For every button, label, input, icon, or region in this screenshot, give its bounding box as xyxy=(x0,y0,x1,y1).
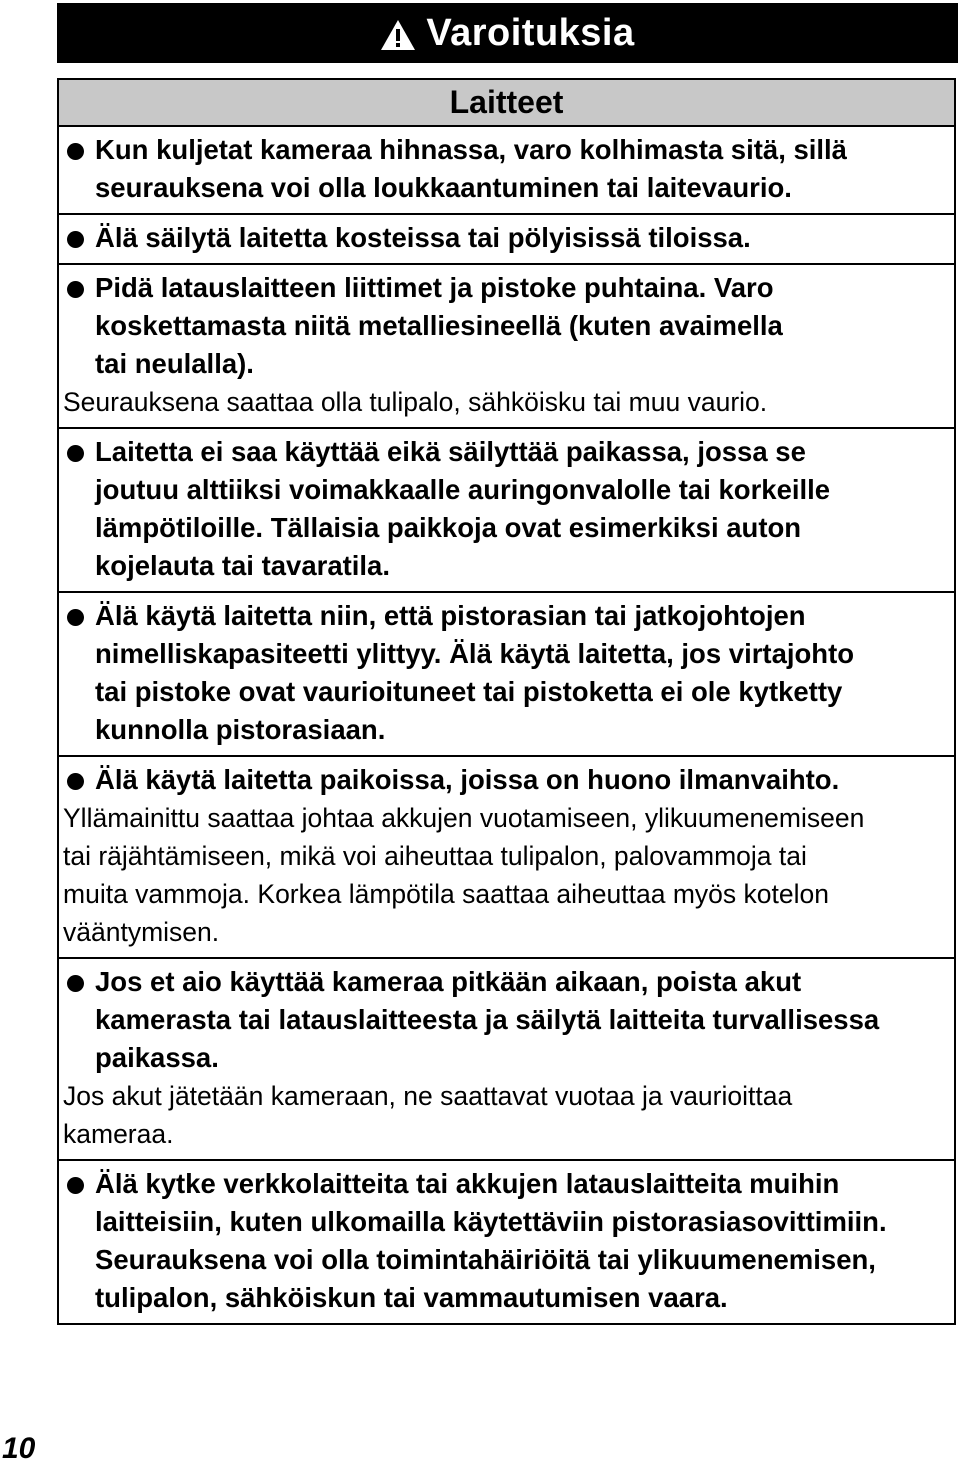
bullet-icon xyxy=(67,609,84,626)
warning-line: tai pistoke ovat vaurioituneet tai pistoketta ei ole kytketty xyxy=(95,676,843,707)
warning-line: Älä käytä laitetta niin, että pistorasian tai jatkojohtojen xyxy=(95,600,806,631)
warning-line: Seurauksena voi olla toimintahäiriöitä tai ylikuumenemisen, xyxy=(95,1244,876,1275)
bullet-icon xyxy=(67,445,84,462)
warning-line: paikassa. xyxy=(95,1042,219,1073)
bullet-icon xyxy=(67,975,84,992)
warning-item xyxy=(59,215,954,265)
warning-text xyxy=(63,433,946,585)
warning-line: Älä kytke verkkolaitteita tai akkujen latauslaitteita muihin xyxy=(95,1168,840,1199)
page-number: 10 xyxy=(2,1432,36,1465)
warning-text xyxy=(63,131,946,207)
bullet-icon xyxy=(67,143,84,160)
warning-line: tulipalon, sähköiskun tai vammautumisen vaara. xyxy=(95,1282,728,1313)
page-header xyxy=(57,3,958,63)
warning-triangle-icon xyxy=(380,19,416,51)
warning-item xyxy=(59,757,954,959)
warning-text xyxy=(63,761,946,799)
warning-line: kojelauta tai tavaratila. xyxy=(95,550,390,581)
warning-note-line: vääntymisen. xyxy=(63,917,220,947)
warning-line: kamerasta tai latauslaitteesta ja säilytä laitteita turvallisessa xyxy=(95,1004,880,1035)
warning-line: tai neulalla). xyxy=(95,348,254,379)
bullet-icon xyxy=(67,281,84,298)
warnings-box xyxy=(57,78,956,1325)
warning-line: nimelliskapasiteetti ylittyy. Älä käytä laitetta, jos virtajohto xyxy=(95,638,855,669)
warning-text xyxy=(63,963,946,1077)
warning-line: seurauksena voi olla loukkaantuminen tai laitevaurio. xyxy=(95,172,792,203)
warning-line: laitteisiin, kuten ulkomailla käytettäviin pistorasiasovittimiin. xyxy=(95,1206,887,1237)
warning-line: koskettamasta niitä metalliesineellä (kuten avaimella xyxy=(95,310,783,341)
warning-note-line: Seurauksena saattaa olla tulipalo, sähköisku tai muu vaurio. xyxy=(63,387,768,417)
warning-text xyxy=(63,219,946,257)
warning-note-line: Jos akut jätetään kameraan, ne saattavat vuotaa ja vaurioittaa xyxy=(63,1081,793,1111)
bullet-icon xyxy=(67,773,84,790)
warning-item xyxy=(59,593,954,757)
warning-item xyxy=(59,1161,954,1323)
bullet-icon xyxy=(67,231,84,248)
warning-line: Älä käytä laitetta paikoissa, joissa on huono ilmanvaihto. xyxy=(95,764,840,795)
warning-line: Jos et aio käyttää kameraa pitkään aikaan, poista akut xyxy=(95,966,802,997)
warning-line: joutuu alttiiksi voimakkaalle auringonvalolle tai korkeille xyxy=(95,474,831,505)
warnings-list xyxy=(59,127,954,1323)
warning-item xyxy=(59,265,954,429)
warning-line: Pidä latauslaitteen liittimet ja pistoke puhtaina. Varo xyxy=(95,272,774,303)
warning-item xyxy=(59,429,954,593)
warning-line: Älä säilytä laitetta kosteissa tai pölyisissä tiloissa. xyxy=(95,222,751,253)
warning-note-line: muita vammoja. Korkea lämpötila saattaa aiheuttaa myös kotelon xyxy=(63,879,829,909)
warning-item xyxy=(59,127,954,215)
warning-note-line: Yllämainittu saattaa johtaa akkujen vuotamiseen, ylikuumenemiseen xyxy=(63,803,865,833)
warning-line: Kun kuljetat kameraa hihnassa, varo kolhimasta sitä, sillä xyxy=(95,134,847,165)
warning-line: kunnolla pistorasiaan. xyxy=(95,714,386,745)
warning-text xyxy=(63,597,946,749)
warning-line: Laitetta ei saa käyttää eikä säilyttää paikassa, jossa se xyxy=(95,436,806,467)
section-title: Laitteet xyxy=(59,80,954,127)
warning-item xyxy=(59,959,954,1161)
page-title: Varoituksia xyxy=(426,11,635,54)
warning-note-line: kameraa. xyxy=(63,1119,174,1149)
bullet-icon xyxy=(67,1177,84,1194)
warning-line: lämpötiloille. Tällaisia paikkoja ovat esimerkiksi auton xyxy=(95,512,802,543)
warning-note-line: tai räjähtämiseen, mikä voi aiheuttaa tulipalon, palovammoja tai xyxy=(63,841,807,871)
warning-text xyxy=(63,1165,946,1317)
warning-text xyxy=(63,269,946,383)
